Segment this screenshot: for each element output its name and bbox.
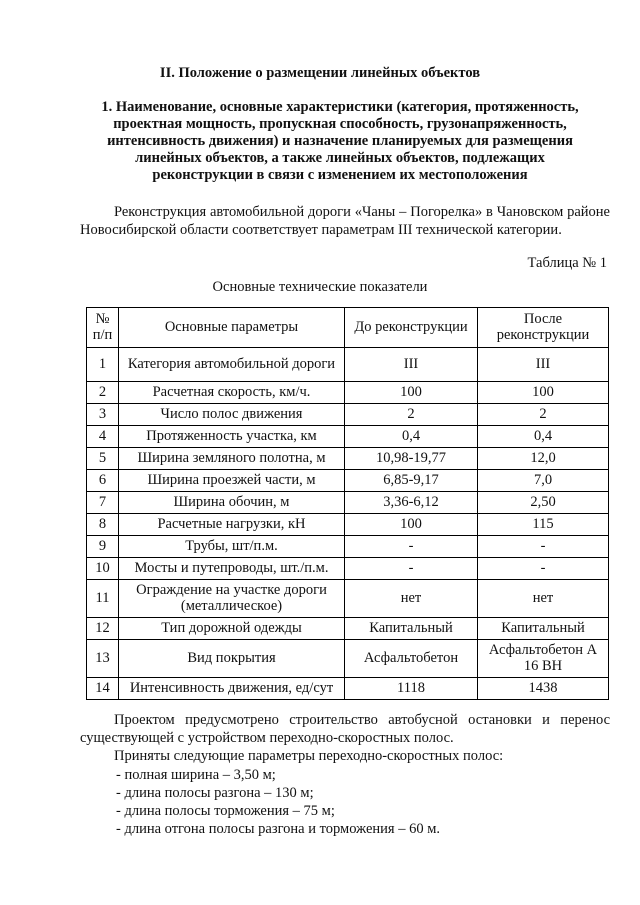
header-cell: № п/п	[87, 308, 119, 348]
cell-parameter: Число полос движения	[119, 404, 345, 426]
subsection-title-line: 1. Наименование, основные характеристики (категория, протяженность,	[101, 99, 579, 115]
cell-before: Капитальный	[345, 618, 478, 640]
table-row	[87, 382, 609, 404]
table-row	[87, 448, 609, 470]
table-row	[87, 536, 609, 558]
list-item: - полная ширина – 3,50 м;	[116, 767, 276, 783]
cell-after: 1438	[478, 678, 609, 700]
lane-parameters-list	[116, 766, 440, 838]
table-header-row	[87, 308, 609, 348]
cell-number: 7	[87, 492, 119, 514]
cell-before: -	[345, 558, 478, 580]
table-row	[87, 618, 609, 640]
subsection-title-line: линейных объектов, а также линейных объектов, подлежащих	[135, 150, 545, 166]
cell-number: 9	[87, 536, 119, 558]
cell-after: 2	[478, 404, 609, 426]
cell-before: III	[345, 348, 478, 382]
list-item: - длина полосы торможения – 75 м;	[116, 803, 335, 819]
cell-parameter: Мосты и путепроводы, шт./п.м.	[119, 558, 345, 580]
cell-after: Капитальный	[478, 618, 609, 640]
cell-number: 5	[87, 448, 119, 470]
table-row	[87, 348, 609, 382]
intro-paragraph: Реконструкция автомобильной дороги «Чаны – Погорелка» в Чановском районе Новосибирской области соответствует параметрам III технической категории.	[80, 204, 610, 238]
cell-parameter: Протяженность участка, км	[119, 426, 345, 448]
technical-parameters-table	[86, 307, 609, 700]
cell-before: 100	[345, 514, 478, 536]
subsection-title-line: интенсивность движения) и назначение планируемых для размещения	[107, 133, 573, 149]
table-row	[87, 640, 609, 678]
cell-after: 0,4	[478, 426, 609, 448]
cell-after: Асфальтобетон А 16 ВН	[478, 640, 609, 678]
table-row	[87, 470, 609, 492]
cell-parameter: Трубы, шт/п.м.	[119, 536, 345, 558]
cell-parameter: Ширина проезжей части, м	[119, 470, 345, 492]
header-cell: После реконструкции	[478, 308, 609, 348]
cell-after: -	[478, 558, 609, 580]
cell-number: 12	[87, 618, 119, 640]
cell-number: 2	[87, 382, 119, 404]
cell-before: -	[345, 536, 478, 558]
cell-number: 14	[87, 678, 119, 700]
cell-after: нет	[478, 580, 609, 618]
cell-after: 12,0	[478, 448, 609, 470]
table-number: Таблица № 1	[527, 255, 607, 271]
header-cell: Основные параметры	[119, 308, 345, 348]
paragraph-lane-parameters: Приняты следующие параметры переходно-скоростных полос:	[114, 748, 504, 764]
subsection-title-line: реконструкции в связи с изменением их местоположения	[152, 167, 528, 183]
table-row	[87, 514, 609, 536]
cell-before: 2	[345, 404, 478, 426]
cell-number: 8	[87, 514, 119, 536]
cell-number: 4	[87, 426, 119, 448]
section-title: II. Положение о размещении линейных объектов	[159, 65, 481, 81]
cell-parameter: Ограждение на участке дороги (металлическое)	[119, 580, 345, 618]
cell-parameter: Расчетная скорость, км/ч.	[119, 382, 345, 404]
cell-after: 7,0	[478, 470, 609, 492]
list-item: - длина отгона полосы разгона и торможения – 60 м.	[116, 821, 440, 837]
cell-before: 3,36-6,12	[345, 492, 478, 514]
cell-before: Асфальтобетон	[345, 640, 478, 678]
cell-before: нет	[345, 580, 478, 618]
table-caption: Основные технические показатели	[212, 279, 428, 295]
table-row	[87, 426, 609, 448]
cell-before: 10,98-19,77	[345, 448, 478, 470]
cell-parameter: Категория автомобильной дороги	[119, 348, 345, 382]
cell-parameter: Вид покрытия	[119, 640, 345, 678]
cell-number: 1	[87, 348, 119, 382]
cell-number: 6	[87, 470, 119, 492]
paragraph-bus-stop: Проектом предусмотрено строительство автобусной остановки и перенос существующей с устройством переходно-скоростных полос.	[80, 712, 610, 746]
table-row	[87, 492, 609, 514]
list-item: - длина полосы разгона – 130 м;	[116, 785, 314, 801]
cell-parameter: Расчетные нагрузки, кН	[119, 514, 345, 536]
cell-after: 100	[478, 382, 609, 404]
cell-parameter: Тип дорожной одежды	[119, 618, 345, 640]
table-row	[87, 404, 609, 426]
cell-parameter: Интенсивность движения, ед/сут	[119, 678, 345, 700]
cell-parameter: Ширина земляного полотна, м	[119, 448, 345, 470]
cell-after: 115	[478, 514, 609, 536]
subsection-title-line: проектная мощность, пропускная способность, грузонапряженность,	[113, 116, 567, 132]
table-row	[87, 580, 609, 618]
cell-parameter: Ширина обочин, м	[119, 492, 345, 514]
cell-after: 2,50	[478, 492, 609, 514]
cell-after: -	[478, 536, 609, 558]
cell-before: 0,4	[345, 426, 478, 448]
cell-number: 3	[87, 404, 119, 426]
cell-after: III	[478, 348, 609, 382]
cell-number: 10	[87, 558, 119, 580]
cell-before: 100	[345, 382, 478, 404]
header-cell: До реконструкции	[345, 308, 478, 348]
table-row	[87, 678, 609, 700]
cell-before: 1118	[345, 678, 478, 700]
cell-number: 11	[87, 580, 119, 618]
subsection-title	[70, 99, 610, 184]
cell-number: 13	[87, 640, 119, 678]
table-row	[87, 558, 609, 580]
cell-before: 6,85-9,17	[345, 470, 478, 492]
